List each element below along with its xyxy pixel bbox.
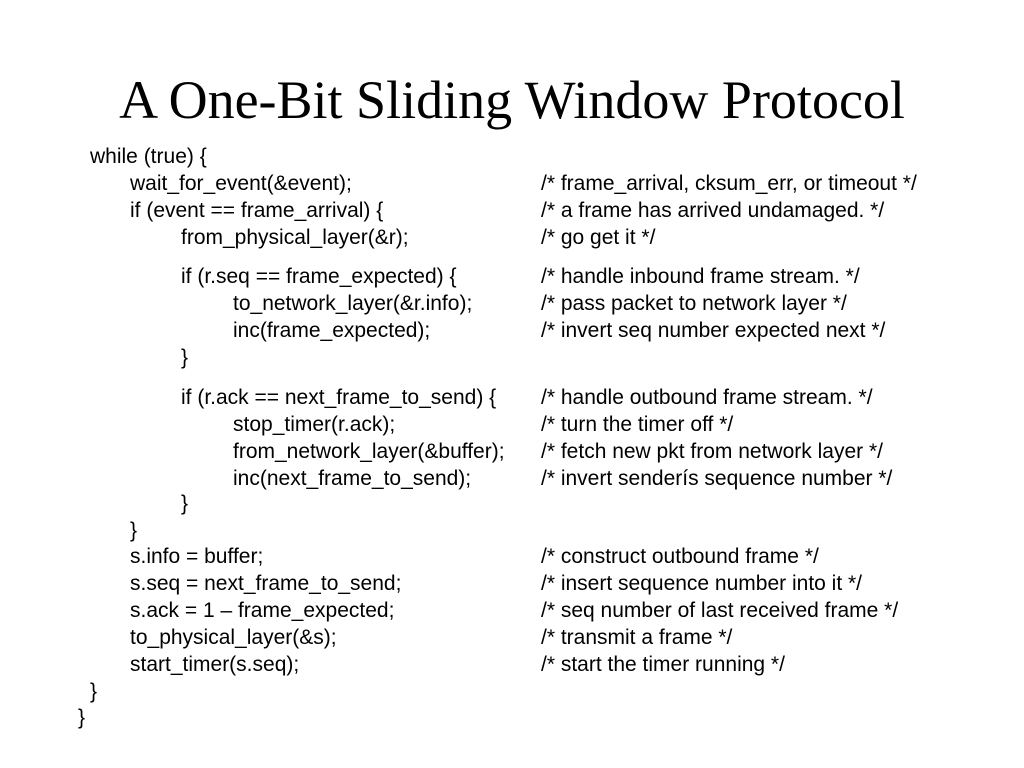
code-statement: } bbox=[181, 346, 189, 369]
code-comment: /* a frame has arrived undamaged. */ bbox=[541, 199, 885, 222]
code-statement: from_network_layer(&buffer); bbox=[233, 440, 505, 463]
code-line bbox=[0, 518, 1024, 544]
slide-title: A One-Bit Sliding Window Protocol bbox=[119, 70, 905, 130]
code-statement: stop_timer(r.ack); bbox=[233, 413, 396, 436]
code-statement: } bbox=[90, 680, 98, 703]
code-comment: /* start the timer running */ bbox=[541, 653, 785, 676]
code-comment: /* insert sequence number into it */ bbox=[541, 572, 863, 595]
code-line bbox=[0, 466, 1024, 492]
code-line bbox=[0, 318, 1024, 344]
code-statement: } bbox=[78, 706, 86, 729]
code-line bbox=[0, 264, 1024, 290]
code-comment: /* turn the timer off */ bbox=[541, 413, 734, 436]
code-line bbox=[0, 385, 1024, 411]
code-line bbox=[0, 598, 1024, 624]
code-statement: } bbox=[181, 492, 189, 515]
code-statement: if (r.ack == next_frame_to_send) { bbox=[181, 386, 497, 409]
code-line bbox=[0, 291, 1024, 317]
code-line bbox=[0, 225, 1024, 251]
code-comment: /* seq number of last received frame */ bbox=[541, 599, 899, 622]
code-statement: from_physical_layer(&r); bbox=[181, 226, 409, 249]
code-statement: inc(next_frame_to_send); bbox=[233, 467, 472, 490]
code-statement: if (event == frame_arrival) { bbox=[130, 199, 384, 222]
code-comment: /* handle outbound frame stream. */ bbox=[541, 386, 873, 409]
code-line bbox=[0, 652, 1024, 678]
code-statement: to_network_layer(&r.info); bbox=[233, 292, 473, 315]
code-line bbox=[0, 144, 1024, 170]
code-line bbox=[0, 625, 1024, 651]
code-statement: s.info = buffer; bbox=[130, 545, 264, 568]
code-statement: s.seq = next_frame_to_send; bbox=[130, 572, 402, 595]
code-statement: if (r.seq == frame_expected) { bbox=[181, 265, 457, 288]
code-comment: /* invert seq number expected next */ bbox=[541, 319, 886, 342]
code-line bbox=[0, 679, 1024, 705]
code-comment: /* transmit a frame */ bbox=[541, 626, 733, 649]
code-comment: /* pass packet to network layer */ bbox=[541, 292, 847, 315]
code-statement: start_timer(s.seq); bbox=[130, 653, 300, 676]
code-line bbox=[0, 439, 1024, 465]
code-comment: /* go get it */ bbox=[541, 226, 656, 249]
code-statement: inc(frame_expected); bbox=[233, 319, 431, 342]
code-line bbox=[0, 705, 1024, 731]
code-comment: /* frame_arrival, cksum_err, or timeout */ bbox=[541, 172, 917, 195]
code-statement: to_physical_layer(&s); bbox=[130, 626, 337, 649]
code-line bbox=[0, 491, 1024, 517]
code-comment: /* construct outbound frame */ bbox=[541, 545, 819, 568]
code-line bbox=[0, 171, 1024, 197]
code-comment: /* fetch new pkt from network layer */ bbox=[541, 440, 883, 463]
code-comment: /* handle inbound frame stream. */ bbox=[541, 265, 860, 288]
code-line bbox=[0, 345, 1024, 371]
code-line bbox=[0, 412, 1024, 438]
code-line bbox=[0, 571, 1024, 597]
code-line bbox=[0, 198, 1024, 224]
code-statement: s.ack = 1 – frame_expected; bbox=[130, 599, 395, 622]
code-line bbox=[0, 544, 1024, 570]
code-comment: /* invert senderís sequence number */ bbox=[541, 467, 893, 490]
code-statement: while (true) { bbox=[90, 145, 207, 168]
code-statement: } bbox=[130, 519, 138, 542]
code-statement: wait_for_event(&event); bbox=[130, 172, 352, 195]
